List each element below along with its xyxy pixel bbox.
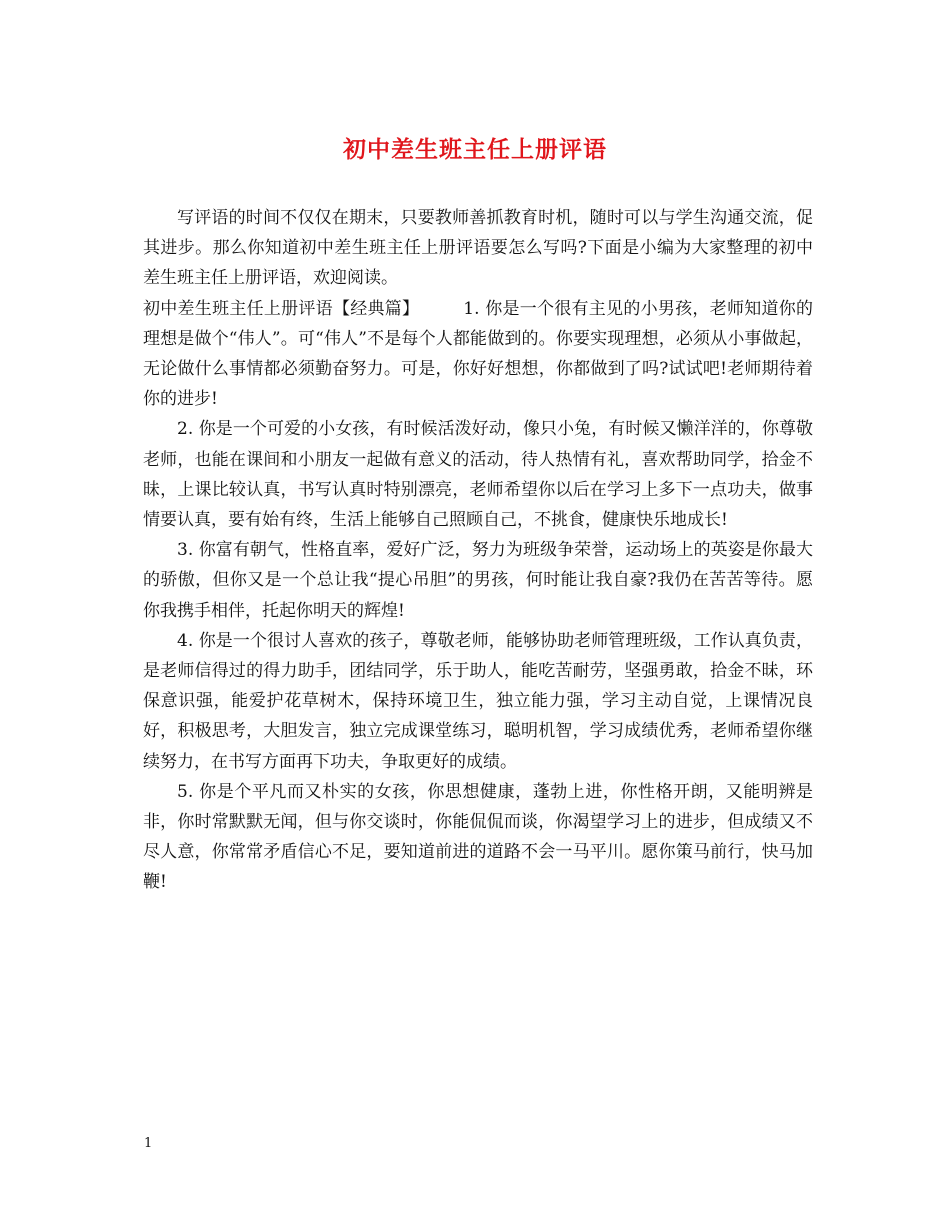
page-number: 1 (144, 1136, 153, 1151)
comment-paragraph-5: 5. 你是个平凡而又朴实的女孩，你思想健康，蓬勃上进，你性格开朗，又能明辨是非，你时常默默无闻，但与你交谈时，你能侃侃而谈，你渴望学习上的进步，但成绩又不尽人意，你常常矛盾信心不足，要知道前进的道路不会一马平川。愿你策马前行，快马加鞭! (143, 781, 813, 893)
comment-paragraph-4: 4. 你是一个很讨人喜欢的孩子，尊敬老师，能够协助老师管理班级，工作认真负责，是老师信得过的得力助手，团结同学，乐于助人，能吃苦耐劳，坚强勇敢，拾金不昧，环保意识强，能爱护花草树木，保持环境卫生，独立能力强，学习主动自觉，上课情况良好，积极思考，大胆发言，独立完成课堂练习，聪明机智，学习成绩优秀，老师希望你继续努力，在书写方面再下功夫，争取更好的成绩。 (143, 630, 813, 772)
section-heading: 初中差生班主任上册评语【经典篇】 (143, 298, 420, 319)
document-title: 初中差生班主任上册评语 (343, 136, 607, 163)
document-body (143, 203, 813, 898)
intro-paragraph: 写评语的时间不仅仅在期末，只要教师善抓教育时机，随时可以与学生沟通交流，促其进步。那么你知道初中差生班主任上册评语要怎么写吗?下面是小编为大家整理的初中差生班主任上册评语，欢迎阅读。 (143, 208, 813, 289)
section-lead-paragraph (143, 294, 813, 415)
comment-paragraph-3: 3. 你富有朝气，性格直率，爱好广泛，努力为班级争荣誉，运动场上的英姿是你最大的骄傲，但你又是一个总让我“提心吊胆”的男孩，何时能让我自豪?我仍在苦苦等待。愿你我携手相伴，托起你明天的辉煌! (143, 540, 813, 621)
comment-paragraph-1: 1. 你是一个很有主见的小男孩，老师知道你的理想是做个“伟人”。可“伟人”不是每个人都能做到的。你要实现理想，必须从小事做起，无论做什么事情都必须勤奋努力。可是，你好好想想，你都做到了吗?试试吧!老师期待着你的进步! (143, 298, 814, 410)
comment-paragraph-2: 2. 你是一个可爱的小女孩，有时候活泼好动，像只小兔，有时候又懒洋洋的，你尊敬老师，也能在课间和小朋友一起做有意义的活动，待人热情有礼，喜欢帮助同学，拾金不昧，上课比较认真，书写认真时特别漂亮，老师希望你以后在学习上多下一点功夫，做事情要认真，要有始有终，生活上能够自己照顾自己，不挑食，健康快乐地成长! (143, 419, 813, 531)
